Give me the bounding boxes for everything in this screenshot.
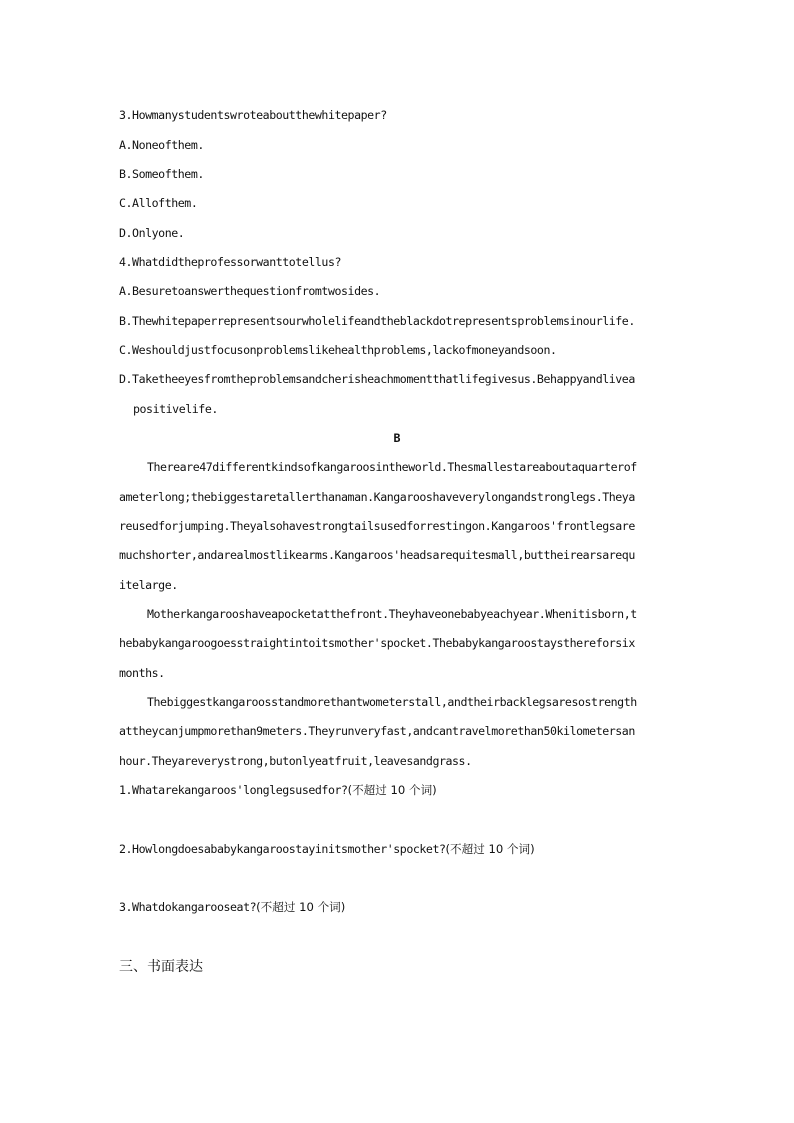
word-limit-note: (不超过 10 个词) [256,900,346,914]
question-3-option-a: A.Noneofthem. [119,138,204,152]
word-limit-note: (不超过 10 个词) [347,783,437,797]
word-limit-note: (不超过 10 个词) [445,842,535,856]
question-3-option-b: B.Someofthem. [119,167,204,181]
question-3-option-d: D.Onlyone. [119,226,185,240]
short-question-1 [119,782,679,798]
passage-line: ameterlong;thebiggestaretallerthanaman.Kangarooshaveverylongandstronglegs.Theya [119,490,635,504]
question-4-option-c: C.Weshouldjustfocusonproblemslikehealthproblems,lackofmoneyandsoon. [119,343,557,357]
short-question-2 [119,841,679,857]
passage-line: Thebiggestkangaroosstandmorethantwometerstall,andtheirbacklegsaresostrength [147,695,637,709]
passage-line: months. [119,666,165,680]
question-3-option-c: C.Allofthem. [119,196,198,210]
question-4-stem: 4.Whatdidtheprofessorwanttotellus? [119,255,342,269]
passage-line: attheycanjumpmorethan9meters.Theyrunveryfast,andcantravelmorethan50kilometersan [119,724,635,738]
question-4-option-d-continued: positivelife. [133,402,218,416]
short-question-3 [119,899,679,915]
short-question-text: 2.Howlongdoesababykangaroostayinitsmother'spocket? [119,842,446,856]
short-question-text: 1.Whatarekangaroos'longlegsusedfor? [119,783,348,797]
passage-line: reusedforjumping.Theyalsohavestrongtailsusedforrestingon.Kangaroos'frontlegsare [119,519,635,533]
question-4-option-d: D.Taketheeyesfromtheproblemsandcherisheachmomentthatlifegivesus.Behappyandlivea [119,372,635,386]
passage-line: itelarge. [119,578,178,592]
question-4-option-a: A.Besuretoanswerthequestionfromtwosides. [119,284,381,298]
passage-line: hour.Theyareverystrong,butonlyeatfruit,leavesandgrass. [119,754,472,768]
short-question-text: 3.Whatdokangarooseat? [119,900,257,914]
passage-line: hebabykangaroogoesstraightintoitsmother'spocket.Thebabykangaroostaysthereforsix [119,636,635,650]
passage-line: muchshorter,andarealmostlikearms.Kangaroos'headsarequitesmall,buttheirearsarequ [119,548,635,562]
section-three-title: 三、书面表达 [119,959,203,975]
passage-line: Motherkangarooshaveapocketatthefront.Theyhaveonebabyeachyear.Whenitisborn,t [147,607,637,621]
section-b-title: B [393,431,401,445]
question-3-stem: 3.Howmanystudentswroteaboutthewhitepaper? [119,108,387,122]
question-4-option-b: B.Thewhitepaperrepresentsourwholelifeandtheblackdotrepresentsproblemsinourlife. [119,314,635,328]
passage-line: Thereare47differentkindsofkangaroosintheworld.Thesmallestareaboutaquarterof [147,460,637,474]
